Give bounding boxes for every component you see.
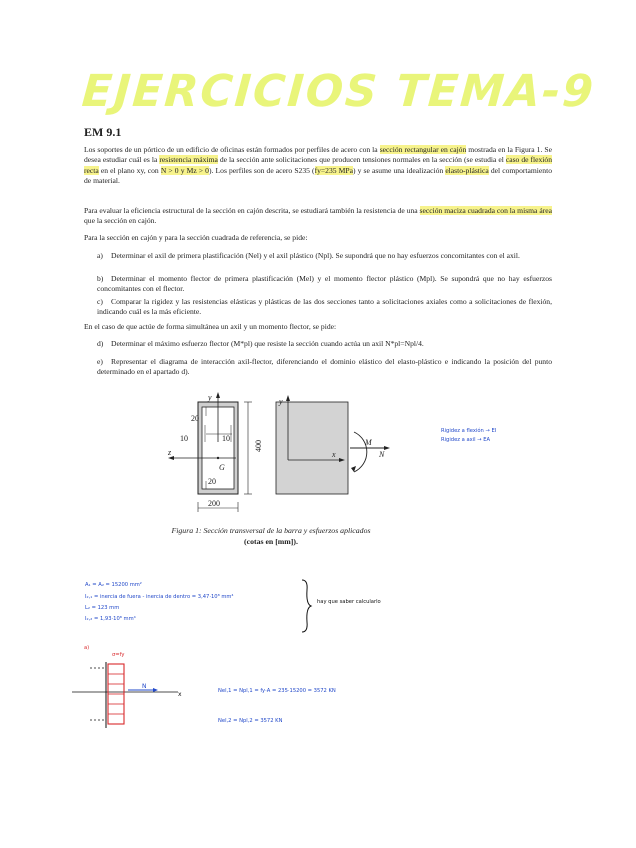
page-title: EJERCICIOS TEMA-9 (80, 66, 597, 117)
label-y-section: y (208, 393, 212, 402)
note-rigidez-flexion: Rigidez a flexión → EI (441, 428, 497, 434)
label-z: z (168, 448, 172, 457)
list-item-a: a) Determinar el axil de primera plastificación (Nel) y el axil plástico (Npl). Se supondrá que no hay esfuerzos concomitantes con el axil. (97, 251, 520, 260)
note-eq-1: Nel,1 = Npl,1 = fy·A = 235·15200 = 3572 KN (218, 688, 336, 694)
note-inercia-2: I₂,₂ = 1,93·10⁸ mm⁴ (85, 616, 136, 622)
exercise-heading: EM 9.1 (84, 125, 122, 139)
dim-200: 200 (208, 499, 220, 508)
label-x: x (332, 450, 336, 459)
dim-20-bottom: 20 (208, 477, 216, 486)
sigma-label: σ=fy (112, 652, 125, 658)
label-y-bar: y (279, 397, 283, 406)
brace-symbol (300, 578, 314, 634)
intro-paragraph-2: Para evaluar la eficiencia estructural de la sección en cajón descrita, se estudiará también la resistencia de una sección maciza cuadrada con la misma área que la sección en cajón. (84, 206, 552, 226)
note-rigidez-axil: Rigidez a axil → EA (441, 437, 491, 443)
list-item-b: b) Determinar el momento flector de primera plastificación (Mel) y el momento flector plástico (Mpl). Se supondrá que no hay esfuerzos concomitantes con el flector. (97, 274, 552, 294)
figure-caption: Figura 1: Sección transversal de la barra y esfuerzos aplicados (cotas en [mm]). (171, 526, 371, 546)
label-G: G (219, 463, 225, 472)
dim-10-left: 10 (180, 434, 188, 443)
intro-paragraph-3: Para la sección en cajón y para la sección cuadrada de referencia, se pide: (84, 233, 308, 242)
intro-paragraph-4: En el caso de que actúe de forma simultánea un axil y un momento flector, se pide: (84, 322, 337, 331)
bar-elevation (276, 402, 348, 494)
list-item-d: d) Determinar el máximo esfuerzo flector (M*pl) que resiste la sección cuando actúa un axil N*pl=Npl/4. (97, 339, 424, 348)
label-M: M (365, 438, 372, 447)
part-a-label: a) (84, 645, 90, 651)
dim-400: 400 (254, 440, 263, 452)
note-eq-2: Nel,2 = Npl,2 = 3572 KN (218, 718, 283, 724)
stress-diagram (70, 660, 190, 730)
dim-20-top: 20 (191, 414, 199, 423)
list-item-c: c) Comparar la rigidez y las resistencias elásticas y plásticas de las dos secciones tanto a solicitaciones axiales como a solicitaciones de flexión, indicando cuál es la más eficiente. (97, 297, 552, 317)
note-inercia-1: I₂,₁ = inercia de fuera - inercia de dentro = 3,47·10⁸ mm⁴ (85, 594, 234, 600)
intro-paragraph-1: Los soportes de un pórtico de un edificio de oficinas están formados por perfiles de acero con la sección rectangular en cajón mostrada en la Figura 1. Se desea estudiar cuál es la resistencia máxima de la sección ante solicitaciones que producen tensiones normales en la sección (se estudia el caso de flexión recta en el plano xy, con N > 0 y Mz > 0). Los perfiles son de acero S235 (fy=235 MPa) y se asume una idealización elasto-plástica del comportamiento de material. (84, 145, 552, 186)
note-length: L₂ = 123 mm (85, 605, 120, 611)
stress-x-label: x (178, 691, 182, 698)
note-areas: A₁ = A₂ = 15200 mm² (85, 582, 142, 588)
section-figure (150, 390, 410, 520)
dim-10-right: 10 (222, 434, 230, 443)
stress-n-label: N (142, 683, 147, 690)
list-item-e: e) Representar el diagrama de interacción axil-flector, diferenciando el dominio elástico del elasto-plástico e indicando la posición del punto determinado en el apartado d). (97, 357, 552, 377)
label-N: N (379, 450, 385, 459)
note-saber-calcular: hay que saber calcularlo (317, 599, 381, 605)
